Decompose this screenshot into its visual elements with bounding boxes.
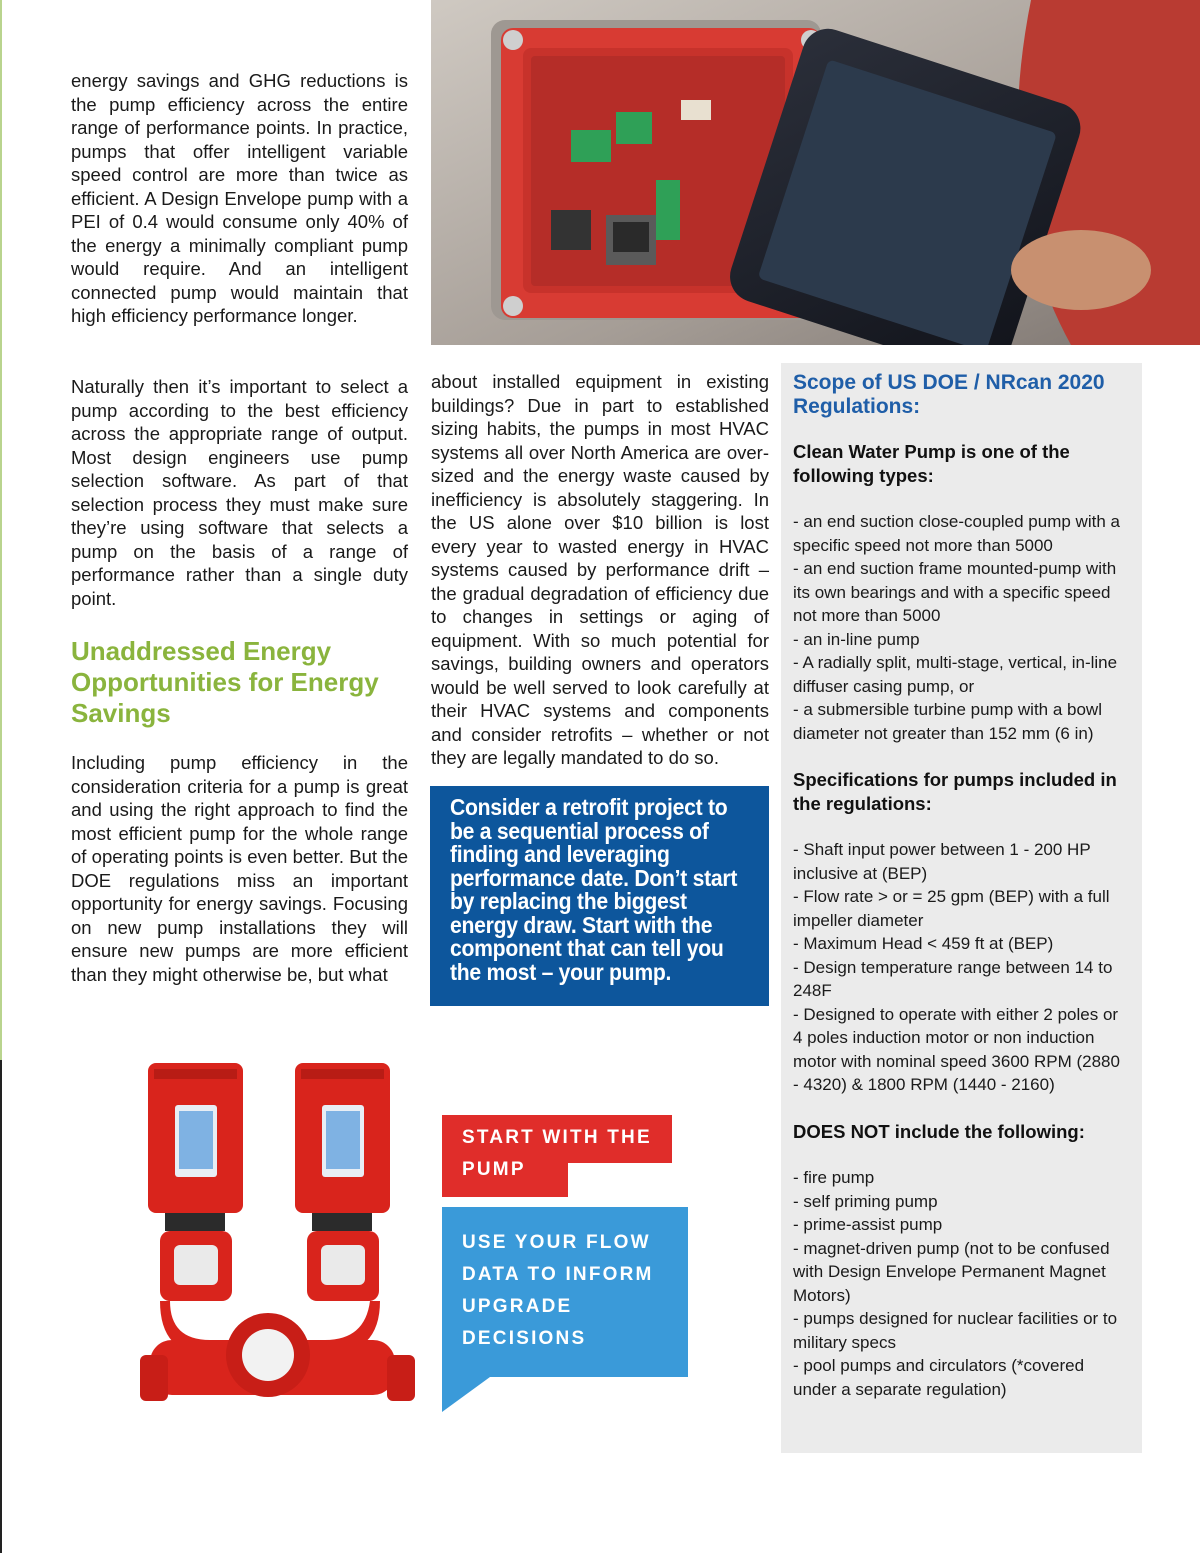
controller-board-photo xyxy=(431,0,1200,345)
specifications-list xyxy=(793,838,1130,1097)
list-item: - magnet-driven pump (not to be confused with Design Envelope Permanent Magnet Motors) xyxy=(793,1238,1110,1305)
list-item: - pumps designed for nuclear facilities or to military specs xyxy=(793,1309,1118,1352)
cta-flow-line-1: USE YOUR FLOW xyxy=(462,1232,651,1253)
list-item: - fire pump xyxy=(793,1168,875,1187)
list-item: - pool pumps and circulators (*covered under a separate regulation) xyxy=(793,1356,1085,1399)
list-item: - A radially split, multi-stage, vertical, in-line diffuser casing pump, or xyxy=(793,653,1118,696)
cta-flow-line-4: DECISIONS xyxy=(462,1328,587,1349)
exclusions-list xyxy=(793,1166,1130,1401)
cta-flow-line-3: UPGRADE xyxy=(462,1296,573,1317)
middle-paragraph: about installed equipment in existing buildings? Due in part to established sizing habits, the pumps in most HVAC systems all over North America are over-sized and the energy waste caused by inefficiency is absolutely staggering. In the US alone over $10 billion is lost every year to wasted energy in HVAC systems caused by performance drift – the gradual degradation of efficiency due to changes in settings or aging of equipment. With so much potential for savings, building owners and operators would be well served to look carefully at their HVAC systems and components and consider retrofits – whether or not they are legally mandated to do so. xyxy=(431,371,769,768)
list-item: - Design temperature range between 14 to 248F xyxy=(793,957,1113,1000)
specifications-heading: Specifications for pumps included in the regulations: xyxy=(793,769,1117,814)
pull-quote-text: Consider a retrofit project to be a sequential process of finding and leveraging performance date. Don’t start by replacing the biggest energy draw. Start with the component that can tell you the most – your pump. xyxy=(450,794,738,985)
regulations-sidebar xyxy=(781,363,1142,1453)
pump-types-list xyxy=(793,510,1130,745)
list-item: - Designed to operate with either 2 poles or 4 poles induction motor or non induction motor with nominal speed 3600 RPM (2880 - 4320) & 1800 RPM (1440 - 2160) xyxy=(793,1004,1120,1094)
cta-start-line-1: START WITH THE xyxy=(462,1127,652,1148)
list-item: - Maximum Head < 459 ft at (BEP) xyxy=(793,934,1054,953)
page-edge-dark xyxy=(0,1060,2,1553)
section-heading: Unaddressed Energy Opportunities for Energy Savings xyxy=(71,636,379,728)
twin-pump-image xyxy=(140,1055,415,1420)
left-paragraph-1: energy savings and GHG reductions is the pump efficiency across the entire range of performance points. In practice, pumps that offer intelligent variable speed control are more than twice as efficient. A Design Envelope pump with a PEI of 0.4 would consume only 40% of the energy a minimally compliant pump would require. And an intelligent connected pump would maintain that high efficiency performance longer. xyxy=(71,70,408,326)
list-item: - an in-line pump xyxy=(793,629,920,649)
cta-flow-line-2: DATA TO INFORM xyxy=(462,1264,654,1285)
pump-types-heading: Clean Water Pump is one of the following types: xyxy=(793,441,1070,486)
cta-start-line-2: PUMP xyxy=(462,1159,526,1180)
list-item: - Flow rate > or = 25 gpm (BEP) with a full impeller diameter xyxy=(793,887,1110,930)
pull-quote-box xyxy=(430,786,769,1006)
controller-board-illustration xyxy=(431,0,1200,345)
list-item: - an end suction frame mounted-pump with its own bearings and with a specific speed not more than 5000 xyxy=(793,559,1117,625)
left-paragraph-3: Including pump efficiency in the consideration criteria for a pump is great and using the right approach to find the most efficient pump for the whole range of operating points is even better. But the DOE regulations miss an important opportunity for energy savings. Focusing on new pump installations they will ensure new pumps are more efficient than they might otherwise be, but what xyxy=(71,752,408,985)
list-item: - self priming pump xyxy=(793,1191,938,1211)
list-item: - Shaft input power between 1 - 200 HP inclusive at (BEP) xyxy=(793,840,1091,883)
list-item: - prime-assist pump xyxy=(793,1215,943,1234)
page-edge-accent xyxy=(0,0,2,1060)
sidebar-title: Scope of US DOE / NRcan 2020 Regulations: xyxy=(793,371,1105,418)
twin-pump-illustration xyxy=(140,1055,415,1420)
list-item: - an end suction close-coupled pump with a specific speed not more than 5000 xyxy=(793,512,1120,555)
left-paragraph-2: Naturally then it’s important to select a pump according to the best efficiency across the appropriate range of output. Most design engineers use pump selection software. As part of that selection process they must make sure they’re using software that selects a pump on the basis of a range of performance rather than a single duty point. xyxy=(71,376,408,609)
exclusions-heading: DOES NOT include the following: xyxy=(793,1120,1085,1142)
list-item: - a submersible turbine pump with a bowl diameter not greater than 152 mm (6 in) xyxy=(793,700,1102,743)
